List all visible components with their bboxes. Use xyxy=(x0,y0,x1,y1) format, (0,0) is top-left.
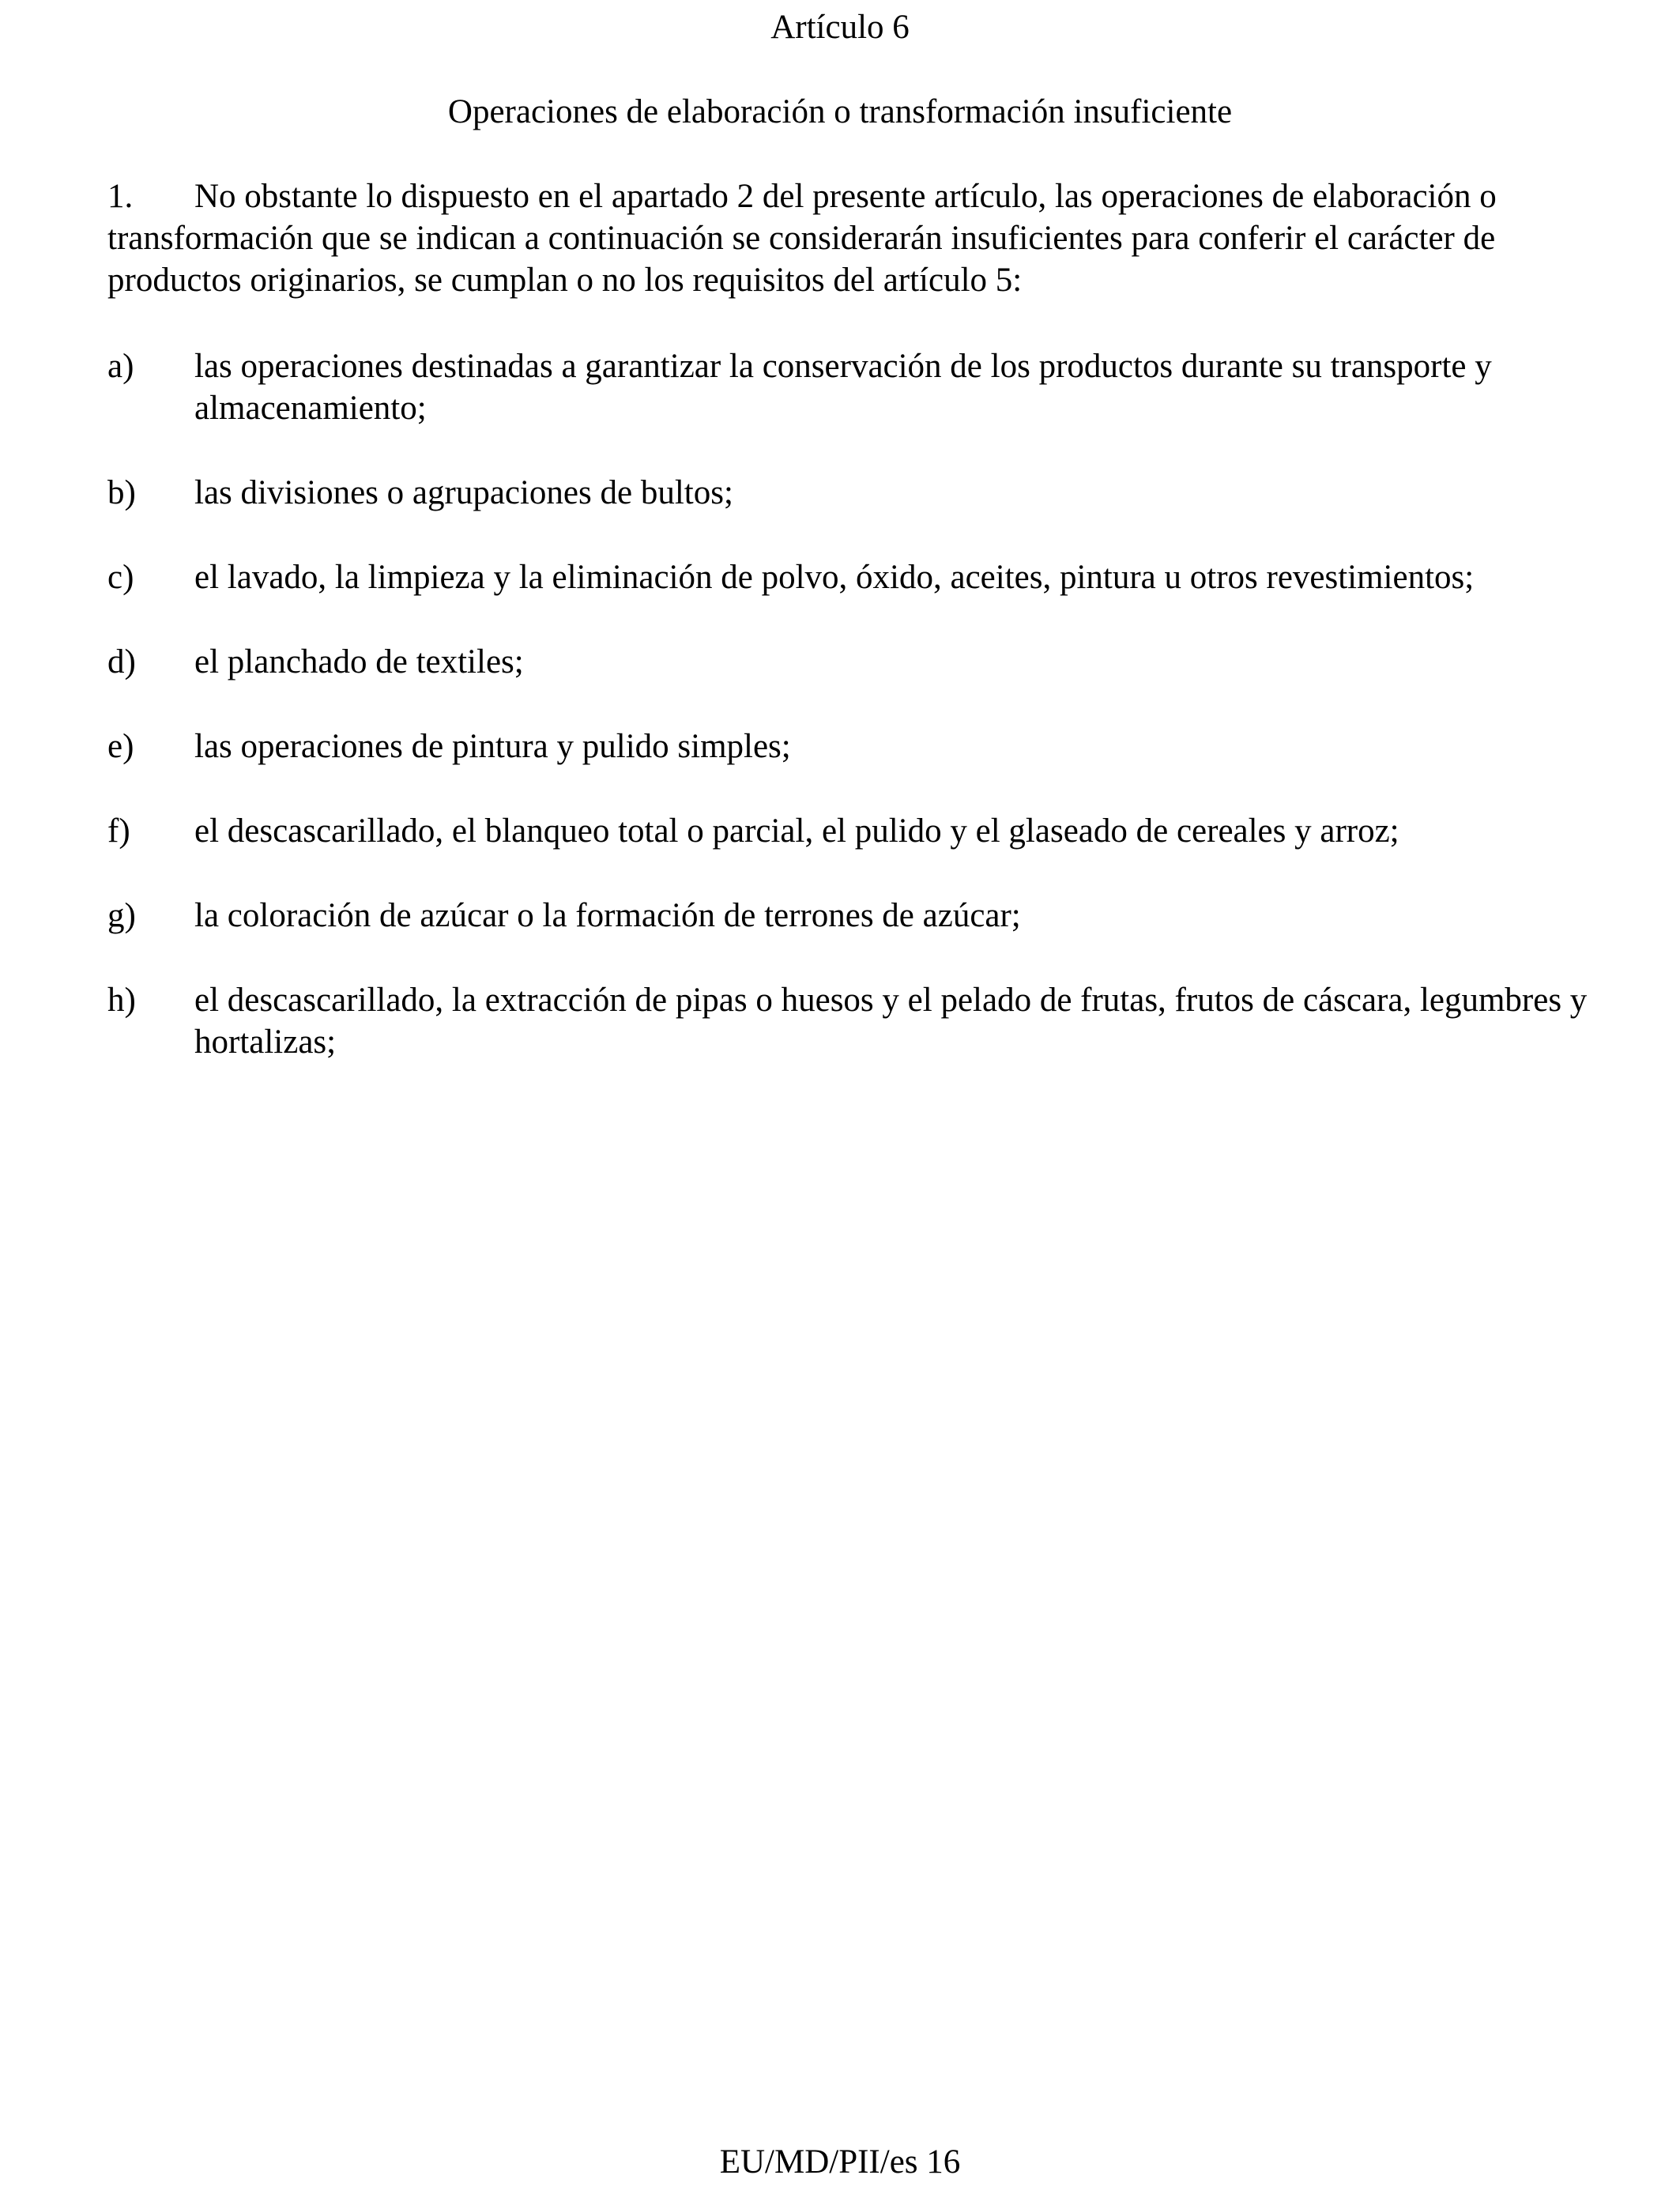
list-item-c xyxy=(107,556,1593,598)
item-text: el lavado, la limpieza y la eliminación de polvo, óxido, aceites, pintura u otros revestimientos; xyxy=(194,559,1475,596)
article-title: Operaciones de elaboración o transformación insuficiente xyxy=(447,93,1233,130)
item-letter: e) xyxy=(107,728,134,765)
item-text: las operaciones de pintura y pulido simples; xyxy=(194,728,791,765)
paragraph-1 xyxy=(107,175,1585,301)
list-item-e xyxy=(107,726,1593,767)
item-text: el planchado de textiles; xyxy=(194,643,524,680)
item-text: el descascarillado, el blanqueo total o parcial, el pulido y el glaseado de cereales y arroz; xyxy=(194,812,1399,850)
item-text: las divisiones o agrupaciones de bultos; xyxy=(194,474,733,511)
paragraph-text: No obstante lo dispuesto en el apartado 2 del presente artículo, las operaciones de elaboración o transformación que se indican a continuación se considerarán insuficientes para conferir el carácter de productos originarios, se cumplan o no los requisitos del artículo 5: xyxy=(107,178,1497,299)
list-item-h xyxy=(107,979,1593,1063)
article-number: Artículo 6 xyxy=(770,9,910,46)
item-text: la coloración de azúcar o la formación de terrones de azúcar; xyxy=(194,897,1021,934)
list-item-d xyxy=(107,641,1593,683)
item-letter: d) xyxy=(107,643,136,680)
item-letter: b) xyxy=(107,474,136,511)
list-item-f xyxy=(107,810,1593,852)
item-text: el descascarillado, la extracción de pipas o huesos y el pelado de frutas, frutos de cáscara, legumbres y hortalizas; xyxy=(194,982,1588,1061)
item-letter: h) xyxy=(107,982,136,1019)
list-item-g xyxy=(107,895,1593,937)
list-item-a xyxy=(107,345,1593,429)
item-letter: a) xyxy=(107,348,134,385)
item-text: las operaciones destinadas a garantizar la conservación de los productos durante su transporte y almacenamiento; xyxy=(194,348,1492,427)
item-letter: g) xyxy=(107,897,136,934)
page-footer: EU/MD/PII/es 16 xyxy=(719,2143,961,2181)
paragraph-number: 1. xyxy=(107,178,134,215)
item-list xyxy=(107,345,1593,1106)
list-item-b xyxy=(107,472,1593,514)
item-letter: f) xyxy=(107,812,130,850)
item-letter: c) xyxy=(107,559,134,596)
